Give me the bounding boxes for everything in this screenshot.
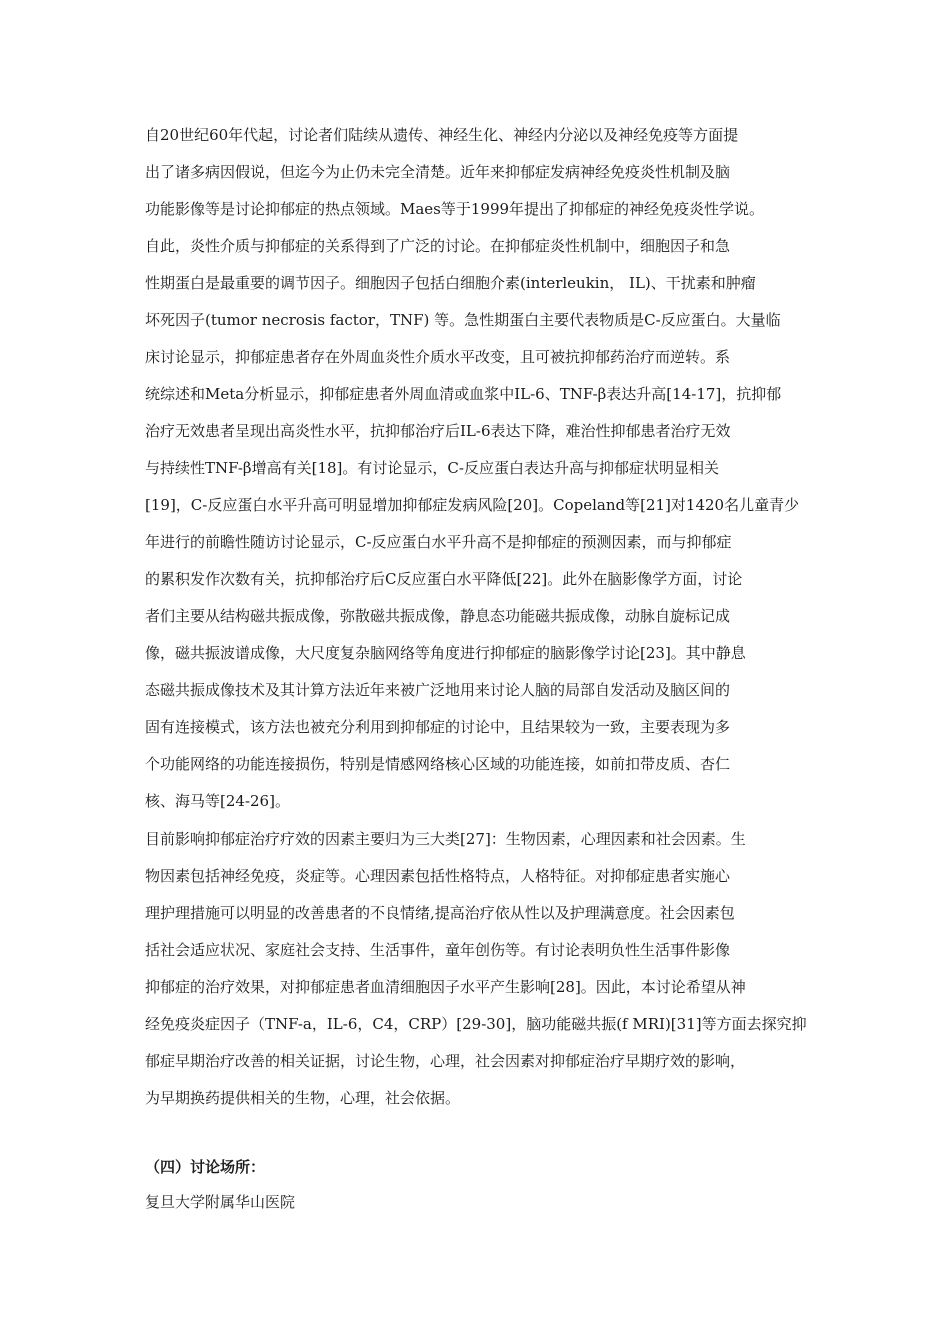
text-line: 目前影响抑郁症治疗疗效的因素主要归为三大类[27]：生物因素，心理因素和社会因素。生 [145, 830, 746, 848]
text-line: 治疗无效患者呈现出高炎性水平，抗抑郁治疗后IL-6表达下降，难治性抑郁患者治疗无效 [145, 422, 731, 440]
text-line: 像，磁共振波谱成像，大尺度复杂脑网络等角度进行抑郁症的脑影像学讨论[23]。其中静息 [145, 644, 746, 662]
location-text: 复旦大学附属华山医院 [145, 1193, 296, 1211]
text-line: 床讨论显示，抑郁症患者存在外周血炎性介质水平改变，且可被抗抑郁药治疗而逆转。系 [145, 348, 731, 366]
text-line: 括社会适应状况、家庭社会支持、生活事件，童年创伤等。有讨论表明负性生活事件影像 [145, 941, 731, 959]
text-line: 自此，炎性介质与抑郁症的关系得到了广泛的讨论。在抑郁症炎性机制中，细胞因子和急 [145, 237, 731, 255]
text-line: 郁症早期治疗改善的相关证据，讨论生物，心理，社会因素对抑郁症治疗早期疗效的影响， [145, 1052, 746, 1070]
text-line: 物因素包括神经免疫，炎症等。心理因素包括性格特点，人格特征。对抑郁症患者实施心 [145, 867, 731, 885]
text-line: 经免疫炎症因子（TNF-a，IL-6，C4，CRP）[29-30]，脑功能磁共振(f MRI)[31]等方面去探究抑 [145, 1015, 807, 1033]
text-line: 统综述和Meta分析显示，抑郁症患者外周血清或血浆中IL-6、TNF-β表达升高[14-17]，抗抑郁 [145, 385, 782, 403]
text-line: [19]，C-反应蛋白水平升高可明显增加抑郁症发病风险[20]。Copeland等[21]对1420名儿童青少 [145, 496, 800, 514]
text-line: 理护理措施可以明显的改善患者的不良情绪,提高治疗依从性以及护理满意度。社会因素包 [145, 904, 735, 922]
text-line: 出了诸多病因假说，但迄今为止仍未完全清楚。近年来抑郁症发病神经免疫炎性机制及脑 [145, 163, 731, 181]
text-line: 为早期换药提供相关的生物，心理，社会依据。 [145, 1089, 461, 1107]
text-line: 年进行的前瞻性随访讨论显示，C-反应蛋白水平升高不是抑郁症的预测因素，而与抑郁症 [145, 533, 732, 551]
text-line: 坏死因子(tumor necrosis factor，TNF) 等。急性期蛋白主要代表物质是C-反应蛋白。大量临 [145, 311, 781, 329]
text-line: 固有连接模式，该方法也被充分利用到抑郁症的讨论中，且结果较为一致，主要表现为多 [145, 718, 731, 736]
text-line: 个功能网络的功能连接损伤，特别是情感网络核心区域的功能连接，如前扣带皮质、杏仁 [145, 755, 731, 773]
text-line: 的累积发作次数有关，抗抑郁治疗后C反应蛋白水平降低[22]。此外在脑影像学方面，讨论 [145, 570, 743, 588]
text-line: 核、海马等[24-26]。 [145, 792, 290, 810]
text-line: 态磁共振成像技术及其计算方法近年来被广泛地用来讨论人脑的局部自发活动及脑区间的 [145, 681, 731, 699]
paragraph-factors [145, 821, 825, 1117]
section-heading: （四）讨论场所： [145, 1158, 266, 1176]
text-line: 性期蛋白是最重要的调节因子。细胞因子包括白细胞介素(interleukin， IL)、干扰素和肿瘤 [145, 274, 756, 292]
text-line: 与持续性TNF-β增高有关[18]。有讨论显示，C-反应蛋白表达升高与抑郁症状明显相关 [145, 459, 719, 477]
text-line: 抑郁症的治疗效果，对抑郁症患者血清细胞因子水平产生影响[28]。因此，本讨论希望从神 [145, 978, 746, 996]
text-line: 自20世纪60年代起，讨论者们陆续从遗传、神经生化、神经内分泌以及神经免疫等方面提 [145, 126, 739, 144]
paragraph-background [145, 117, 825, 820]
text-line: 者们主要从结构磁共振成像，弥散磁共振成像，静息态功能磁共振成像，动脉自旋标记成 [145, 607, 731, 625]
text-line: 功能影像等是讨论抑郁症的热点领域。Maes等于1999年提出了抑郁症的神经免疫炎性学说。 [145, 200, 765, 218]
